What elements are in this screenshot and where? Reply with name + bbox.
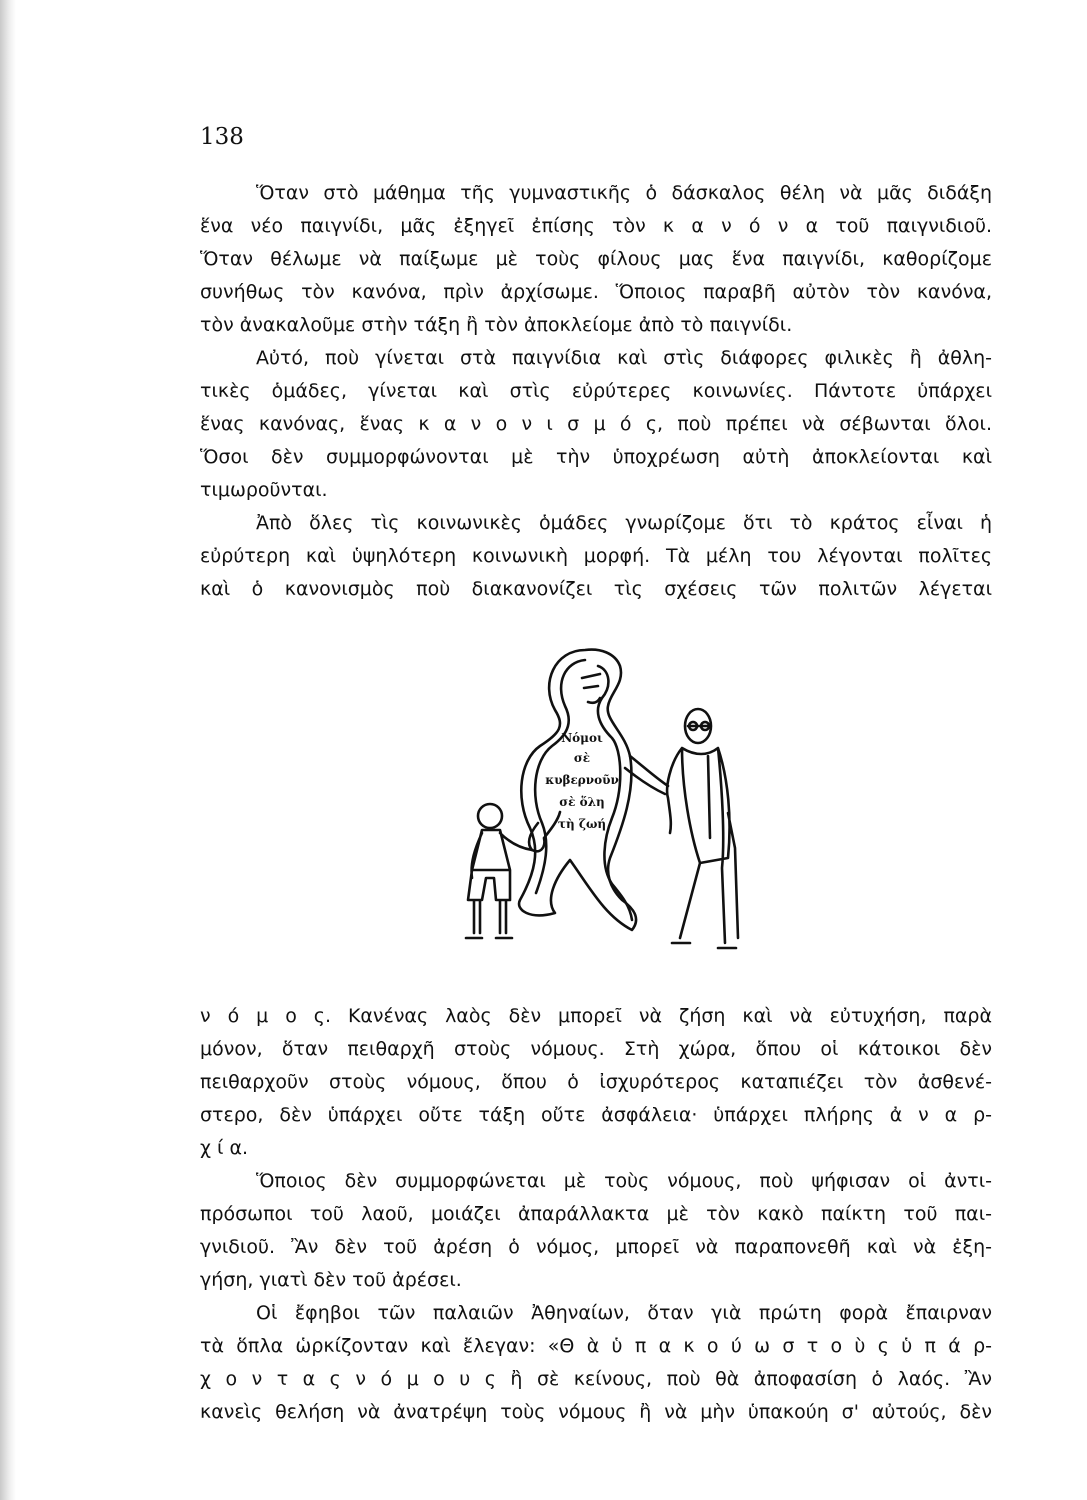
caption-line-3: κυβερνοῦν [545,773,619,787]
text-line: γήση, γιατὶ δὲν τοῦ ἀρέσει. [200,1269,462,1291]
text-block-top [200,177,992,606]
text-line: μόνον, ὅταν πειθαρχῆ στοὺς νόμους. Στὴ χώρα, ὅπου οἱ κάτοικοι δὲν [200,1038,992,1060]
text-line: στερο, δὲν ὑπάρχει οὔτε τάξη οὔτε ἀσφάλεια· ὑπάρχει πλήρης ἀ ν α ρ- [200,1104,992,1126]
text-line: Οἱ ἔφηβοι τῶν παλαιῶν Ἀθηναίων, ὅταν γιὰ πρώτη φορὰ ἔπαιρναν [256,1302,992,1324]
text-line: χ ο ν τ α ς ν ό μ ο υ ς ἢ σὲ κείνους, ποὺ θὰ ἀποφασίση ὁ λαός. Ἂν [200,1368,992,1390]
text-line: Αὐτό, ποὺ γίνεται στὰ παιγνίδια καὶ στὶς διάφορες φιλικὲς ἢ ἀθλη- [256,347,992,369]
man-glasses [688,722,710,730]
caption-line-1: Νόμοι [561,731,603,745]
text-line: ἕνας κανόνας, ἕνας κ α ν ο ν ι σ μ ό ς, ποὺ πρέπει νὰ σέβωνται ὅλοι. [200,413,992,435]
text-line: Ὅσοι δὲν συμμορφώνονται μὲ τὴν ὑποχρέωση αὐτὴ ἀποκλείονται καὶ [200,446,992,468]
text-line: χ ί α. [200,1137,249,1159]
text-line: Ὅταν στὸ μάθημα τῆς γυμναστικῆς ὁ δάσκαλος θέλη νὰ μᾶς διδάξη [256,182,992,204]
text-line: πρόσωποι τοῦ λαοῦ, μοιάζει ἀπαράλλακτα μὲ τὸν κακὸ παίκτη τοῦ παι- [200,1203,992,1225]
text-line: Ὅταν θέλωμε νὰ παίξωμε μὲ τοὺς φίλους μας ἕνα παιγνίδι, καθορίζομε [200,248,992,270]
page-edge-shadow [0,0,16,1500]
text-line: ἕνα νέο παιγνίδι, μᾶς ἐξηγεῖ ἐπίσης τὸν κ α ν ό ν α τοῦ παιγνιδιοῦ. [200,215,992,237]
text-line: τικὲς ὁμάδες, γίνεται καὶ στὶς εὐρύτερες κοινωνίες. Πάντοτε ὑπάρχει [200,380,992,402]
boy-head [478,804,502,828]
text-line: καὶ ὁ κανονισμὸς ποὺ διακανονίζει τὶς σχέσεις τῶν πολιτῶν λέγεται [200,578,992,600]
text-line: τὸν ἀνακαλοῦμε στὴν τάξη ἢ τὸν ἀποκλείομε ἀπὸ τὸ παιγνίδι. [200,314,793,336]
text-line: ν ό μ ο ς. Κανένας λαὸς δὲν μπορεῖ νὰ ζήση καὶ νὰ εὐτυχήση, παρὰ [200,1005,992,1027]
text-line: πειθαρχοῦν στοὺς νόμους, ὅπου ὁ ἰσχυρότερος καταπιέζει τὸν ἀσθενέ- [200,1071,992,1093]
text-line: γνιδιοῦ. Ἂν δὲν τοῦ ἀρέση ὁ νόμος, μπορεῖ νὰ παραπονεθῆ καὶ νὰ ἐξη- [200,1236,992,1258]
text-line: εὐρύτερη καὶ ὑψηλότερη κοινωνικὴ μορφή. Τὰ μέλη του λέγονται πολῖτες [200,545,992,567]
text-line: Ἀπὸ ὅλες τὶς κοινωνικὲς ὁμάδες γνωρίζομε ὅτι τὸ κράτος εἶναι ἡ [256,512,992,534]
caption-line-5: τὴ ζωή [557,817,607,831]
text-block-bottom [200,1000,992,1429]
text-line: Ὅποιος δὲν συμμορφώνεται μὲ τοὺς νόμους, ποὺ ψήφισαν οἱ ἀντι- [256,1170,992,1192]
text-line: κανεὶς θελήση νὰ ἀνατρέψη τοὺς νόμους ἢ νὰ μὴν ὑπακούη σ' αὐτούς, δὲν [200,1401,992,1423]
text-line: τιμωροῦνται. [200,479,328,501]
text-line: συνήθως τὸν κανόνα, πρὶν ἀρχίσωμε. Ὅποιος παραβῆ αὐτὸν τὸν κανόνα, [200,281,992,303]
page-number: 138 [200,124,244,150]
caption-line-4: σὲ ὅλη [559,795,605,809]
illustration [460,638,760,953]
caption-line-2: σὲ [573,751,591,765]
boy-body [466,830,532,938]
man-body [667,748,738,948]
text-line: τὰ ὅπλα ὡρκίζονταν καὶ ἔλεγαν: «Θ ὰ ὑ π α κ ο ύ ω σ τ ο ὺ ς ὑ π ά ρ- [200,1335,992,1357]
law-figure-face [582,674,600,703]
